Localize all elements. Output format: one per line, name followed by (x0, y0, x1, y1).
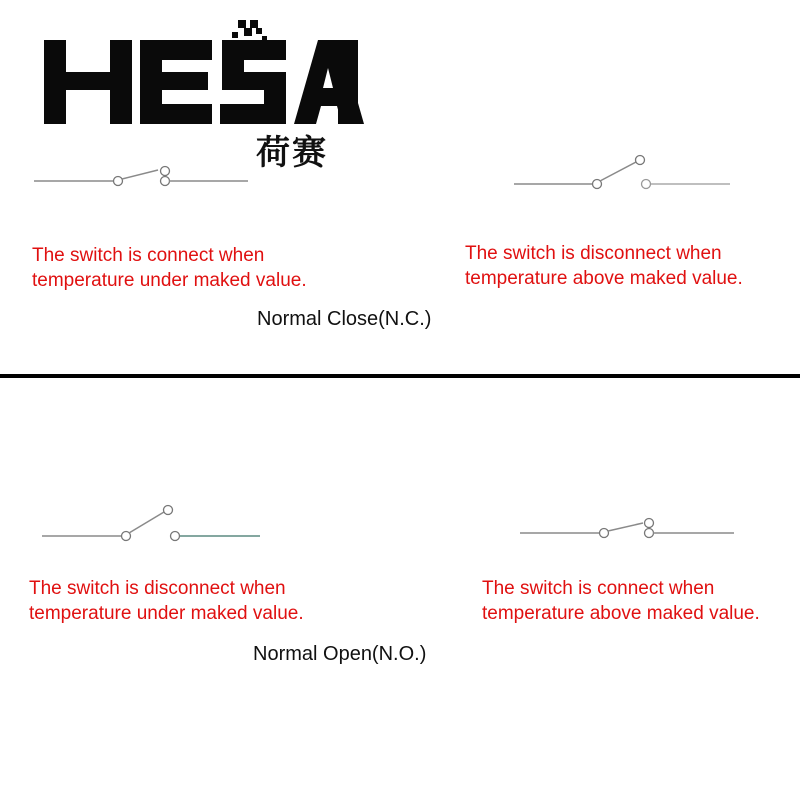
logo-chinese-text: 荷赛 (256, 133, 328, 173)
switch-diagram-nc-connected (30, 150, 260, 200)
normal-open-title: Normal Open(N.O.) (253, 643, 427, 665)
no-right-line1: The switch is connect when (482, 578, 715, 599)
nc-right-description (465, 241, 743, 291)
switch-diagram-no-connected (516, 508, 746, 558)
no-left-line1: The switch is disconnect when (29, 578, 286, 599)
no-right-line2: temperature above maked value. (482, 603, 760, 624)
switch-diagram-nc-disconnected (510, 148, 740, 198)
hesai-logo (0, 0, 800, 170)
normal-close-title: Normal Close(N.C.) (257, 308, 432, 330)
nc-left-line2: temperature under maked value. (32, 270, 307, 291)
no-right-description (482, 576, 760, 626)
no-left-line2: temperature under maked value. (29, 603, 304, 624)
section-divider (0, 374, 800, 378)
switch-diagram-no-disconnected (38, 500, 268, 550)
nc-right-line2: temperature above maked value. (465, 268, 743, 289)
nc-left-description (32, 243, 307, 293)
nc-left-line1: The switch is connect when (32, 245, 265, 266)
no-left-description (29, 576, 304, 626)
nc-right-line1: The switch is disconnect when (465, 243, 722, 264)
